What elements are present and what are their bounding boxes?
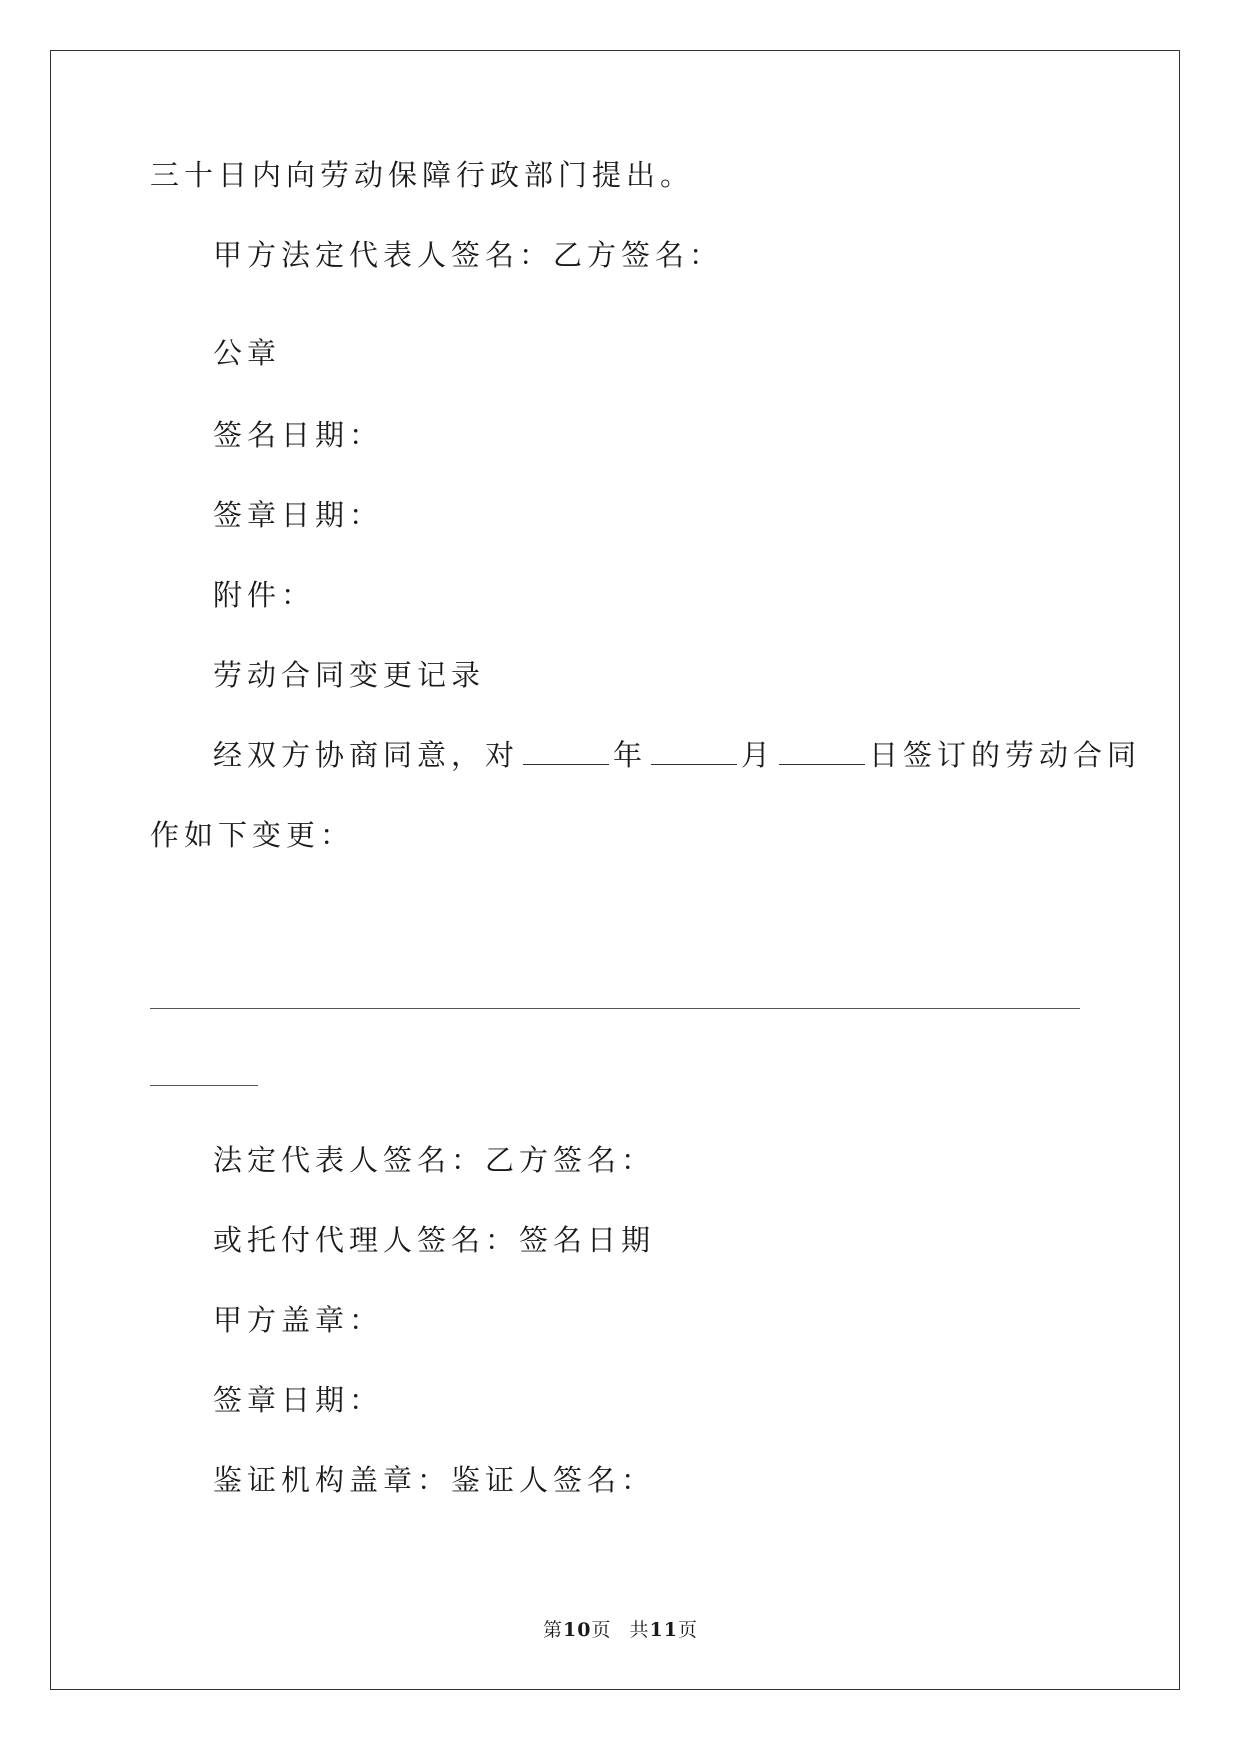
text-segment: 年 bbox=[613, 738, 648, 772]
text-line: 附件： bbox=[213, 578, 316, 612]
text-line: 签名日期： bbox=[213, 418, 384, 452]
text-line: 三十日内向劳动保障行政部门提出。 bbox=[150, 158, 695, 192]
text-segment: 月 bbox=[741, 738, 776, 772]
text-line: 劳动合同变更记录 bbox=[213, 658, 486, 692]
text-segment: 日签订的劳动合同 bbox=[869, 738, 1142, 772]
fill-in-rule bbox=[150, 1008, 1080, 1009]
total-pages: 11 bbox=[649, 1619, 678, 1641]
text-line: 签章日期： bbox=[213, 498, 384, 532]
page-border bbox=[50, 50, 1180, 1690]
text-line-with-blanks bbox=[213, 735, 1141, 775]
footer-prefix: 第 bbox=[543, 1619, 564, 1641]
text-line: 公章 bbox=[213, 336, 282, 370]
text-line: 鉴证机构盖章：鉴证人签名： bbox=[213, 1463, 656, 1497]
text-line: 甲方盖章： bbox=[213, 1303, 384, 1337]
page-footer bbox=[0, 1615, 1241, 1642]
footer-page-suffix: 页 bbox=[591, 1619, 612, 1641]
text-line: 甲方法定代表人签名：乙方签名： bbox=[213, 238, 724, 272]
page-number: 10 bbox=[563, 1619, 592, 1641]
fill-in-blank-year bbox=[523, 738, 609, 765]
footer-total-suffix: 页 bbox=[677, 1619, 698, 1641]
text-line: 法定代表人签名：乙方签名： bbox=[213, 1143, 656, 1177]
footer-total-prefix: 共 bbox=[629, 1619, 650, 1641]
text-line: 或托付代理人签名：签名日期 bbox=[213, 1223, 656, 1257]
text-line: 作如下变更： bbox=[150, 818, 355, 852]
fill-in-rule bbox=[150, 1085, 258, 1086]
fill-in-blank-day bbox=[779, 738, 865, 765]
text-line: 签章日期： bbox=[213, 1383, 384, 1417]
text-segment: 经双方协商同意，对 bbox=[213, 738, 520, 772]
fill-in-blank-month bbox=[651, 738, 737, 765]
